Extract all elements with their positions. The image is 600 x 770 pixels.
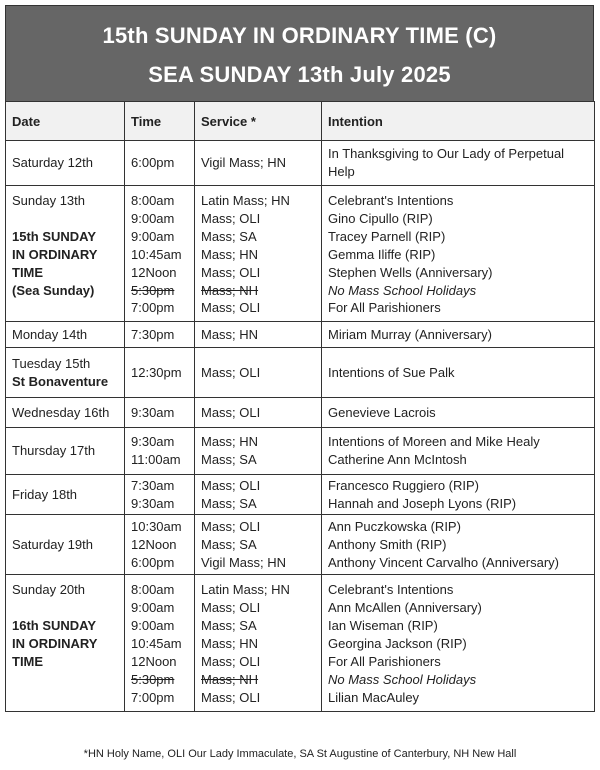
- service-key-footnote: *HN Holy Name, OLI Our Lady Immaculate, SA St Augustine of Canterbury, NH New Hall: [83, 748, 517, 760]
- table-row: [6, 428, 595, 475]
- service-value: Mass; HN: [201, 434, 259, 450]
- service-value: Mass; OLI: [201, 364, 261, 380]
- service-value: Mass; HN: [201, 326, 259, 342]
- intention-value: For All Parishioners: [328, 653, 441, 669]
- time-value: 10:45am: [131, 636, 182, 652]
- intention-value: Stephen Wells (Anniversary): [328, 264, 493, 280]
- intention-cell: [322, 348, 595, 398]
- date-cell: [6, 141, 125, 186]
- intention-value: Celebrant's Intentions: [328, 582, 454, 598]
- intention-value: Hannah and Joseph Lyons (RIP): [328, 495, 517, 511]
- feast-label: IN ORDINARY: [12, 636, 98, 652]
- time-value: 10:45am: [131, 246, 182, 262]
- service-value: Mass; SA: [201, 228, 257, 244]
- feast-label: IN ORDINARY: [12, 246, 98, 262]
- time-cell: [125, 141, 195, 186]
- time-value: 12Noon: [131, 653, 177, 669]
- time-value: 8:00am: [131, 582, 175, 598]
- table-row: [6, 141, 595, 186]
- service-value: Latin Mass; HN: [201, 193, 290, 208]
- service-cell: [195, 428, 322, 475]
- service-cell: [195, 575, 322, 711]
- date-label: Sunday 13th: [12, 193, 86, 208]
- date-label: Saturday 19th: [12, 536, 93, 552]
- feast-label: TIME: [12, 654, 44, 670]
- time-value: 9:30am: [131, 434, 175, 450]
- time-value: 9:00am: [131, 618, 175, 634]
- intention-value: Anthony Smith (RIP): [328, 536, 447, 552]
- time-cell: [125, 398, 195, 428]
- feast-label: 15th SUNDAY: [12, 228, 97, 244]
- time-value: 5:30pm: [131, 671, 175, 687]
- service-value: Vigil Mass; HN: [201, 155, 287, 171]
- time-value: 9:30am: [131, 404, 175, 420]
- date-cell: [6, 515, 125, 575]
- time-value: 7:30pm: [131, 326, 175, 342]
- service-cell: [195, 186, 322, 322]
- intention-value: Ian Wiseman (RIP): [328, 618, 438, 634]
- time-value: 12:30pm: [131, 364, 182, 380]
- feast-label: 16th SUNDAY: [12, 618, 97, 634]
- intention-cell: [322, 515, 595, 575]
- service-cell: [195, 348, 322, 398]
- service-value: Mass; OLI: [201, 210, 261, 226]
- date-cell: [6, 398, 125, 428]
- column-header-date: Date: [6, 102, 125, 141]
- intention-value: Celebrant's Intentions: [328, 193, 454, 208]
- column-header-service: Service *: [195, 102, 322, 141]
- feast-label: (Sea Sunday): [12, 282, 95, 298]
- time-value: 9:30am: [131, 495, 175, 511]
- time-cell: [125, 428, 195, 475]
- time-value: 5:30pm: [131, 282, 175, 298]
- intention-cell: [322, 186, 595, 322]
- intention-value: No Mass School Holidays: [328, 282, 477, 298]
- intention-cell: [322, 398, 595, 428]
- time-cell: [125, 348, 195, 398]
- time-value: 9:00am: [131, 228, 175, 244]
- date-label: Thursday 17th: [12, 443, 96, 459]
- table-header-row: [6, 102, 595, 141]
- intention-cell: [322, 141, 595, 186]
- date-label: Saturday 12th: [12, 155, 93, 171]
- mass-schedule-table: [5, 101, 595, 712]
- service-value: Mass; OLI: [201, 477, 261, 493]
- title-banner: [5, 5, 594, 102]
- intention-value: Tracey Parnell (RIP): [328, 228, 446, 244]
- service-value: Mass; HN: [201, 636, 259, 652]
- feast-label: St Bonaventure: [12, 373, 109, 389]
- service-value: Latin Mass; HN: [201, 582, 290, 598]
- column-header-time: Time: [125, 102, 195, 141]
- date-cell: [6, 428, 125, 475]
- time-value: 11:00am: [131, 452, 181, 468]
- table-row: [6, 515, 595, 575]
- time-value: 7:00pm: [131, 300, 175, 316]
- service-cell: [195, 141, 322, 186]
- service-cell: [195, 475, 322, 515]
- intention-value: Anthony Vincent Carvalho (Anniversary): [328, 554, 559, 570]
- service-value: Mass; OLI: [201, 600, 261, 616]
- intention-value: Gino Cipullo (RIP): [328, 210, 433, 226]
- service-value: Mass; NH: [201, 671, 259, 687]
- intention-value: Georgina Jackson (RIP): [328, 636, 467, 652]
- service-value: Mass; OLI: [201, 518, 261, 534]
- date-cell: [6, 322, 125, 348]
- time-cell: [125, 186, 195, 322]
- intention-value: Intentions of Sue Palk: [328, 364, 455, 380]
- service-value: Mass; OLI: [201, 264, 261, 280]
- table-row: [6, 398, 595, 428]
- service-value: Mass; NH: [201, 282, 259, 298]
- intention-value: Miriam Murray (Anniversary): [328, 326, 492, 342]
- service-value: Mass; SA: [201, 536, 257, 552]
- time-value: 12Noon: [131, 536, 177, 552]
- time-value: 8:00am: [131, 193, 175, 208]
- intention-value: Intentions of Moreen and Mike Healy: [328, 434, 540, 450]
- date-cell: [6, 475, 125, 515]
- time-value: 9:00am: [131, 600, 175, 616]
- feast-label: TIME: [12, 264, 44, 280]
- intention-cell: [322, 428, 595, 475]
- date-label: Sunday 20th: [12, 582, 86, 598]
- service-value: Mass; OLI: [201, 404, 261, 420]
- table-row: [6, 322, 595, 348]
- time-cell: [125, 322, 195, 348]
- page-subtitle: SEA SUNDAY 13th July 2025: [148, 62, 451, 87]
- intention-value: In Thanksgiving to Our Lady of Perpetual Help: [328, 146, 565, 179]
- date-cell: [6, 186, 125, 322]
- service-value: Mass; OLI: [201, 689, 261, 705]
- intention-value: No Mass School Holidays: [328, 671, 477, 687]
- date-label: Friday 18th: [12, 486, 78, 502]
- service-value: Mass; SA: [201, 495, 257, 511]
- intention-value: Lilian MacAuley: [328, 689, 420, 705]
- time-cell: [125, 475, 195, 515]
- date-label: Tuesday 15th: [12, 355, 91, 371]
- service-cell: [195, 322, 322, 348]
- intention-value: Gemma Iliffe (RIP): [328, 246, 436, 262]
- date-label: Monday 14th: [12, 326, 88, 342]
- intention-cell: [322, 322, 595, 348]
- time-cell: [125, 575, 195, 711]
- service-value: Mass; SA: [201, 618, 257, 634]
- service-cell: [195, 398, 322, 428]
- time-value: 7:00pm: [131, 689, 175, 705]
- intention-value: For All Parishioners: [328, 300, 441, 316]
- table-row: [6, 348, 595, 398]
- column-header-intention: Intention: [322, 102, 595, 141]
- time-value: 6:00pm: [131, 554, 175, 570]
- table-row: [6, 186, 595, 322]
- date-cell: [6, 348, 125, 398]
- time-value: 6:00pm: [131, 155, 175, 171]
- table-row: [6, 575, 595, 711]
- intention-cell: [322, 475, 595, 515]
- intention-value: Ann Puczkowska (RIP): [328, 518, 461, 534]
- time-value: 7:30am: [131, 477, 175, 493]
- intention-value: Genevieve Lacrois: [328, 404, 436, 420]
- time-value: 10:30am: [131, 518, 182, 534]
- schedule-body: [6, 141, 595, 712]
- intention-value: Catherine Ann McIntosh: [328, 452, 467, 468]
- service-value: Mass; OLI: [201, 300, 261, 316]
- date-label: Wednesday 16th: [12, 404, 110, 420]
- service-value: Mass; OLI: [201, 653, 261, 669]
- intention-value: Francesco Ruggiero (RIP): [328, 477, 479, 493]
- page-title: 15th SUNDAY IN ORDINARY TIME (C): [102, 23, 497, 48]
- intention-value: Ann McAllen (Anniversary): [328, 600, 482, 616]
- time-cell: [125, 515, 195, 575]
- service-value: Mass; HN: [201, 246, 259, 262]
- service-cell: [195, 515, 322, 575]
- table-row: [6, 475, 595, 515]
- date-cell: [6, 575, 125, 711]
- time-value: 9:00am: [131, 210, 175, 226]
- service-value: Vigil Mass; HN: [201, 554, 287, 570]
- service-value: Mass; SA: [201, 452, 257, 468]
- intention-cell: [322, 575, 595, 711]
- time-value: 12Noon: [131, 264, 177, 280]
